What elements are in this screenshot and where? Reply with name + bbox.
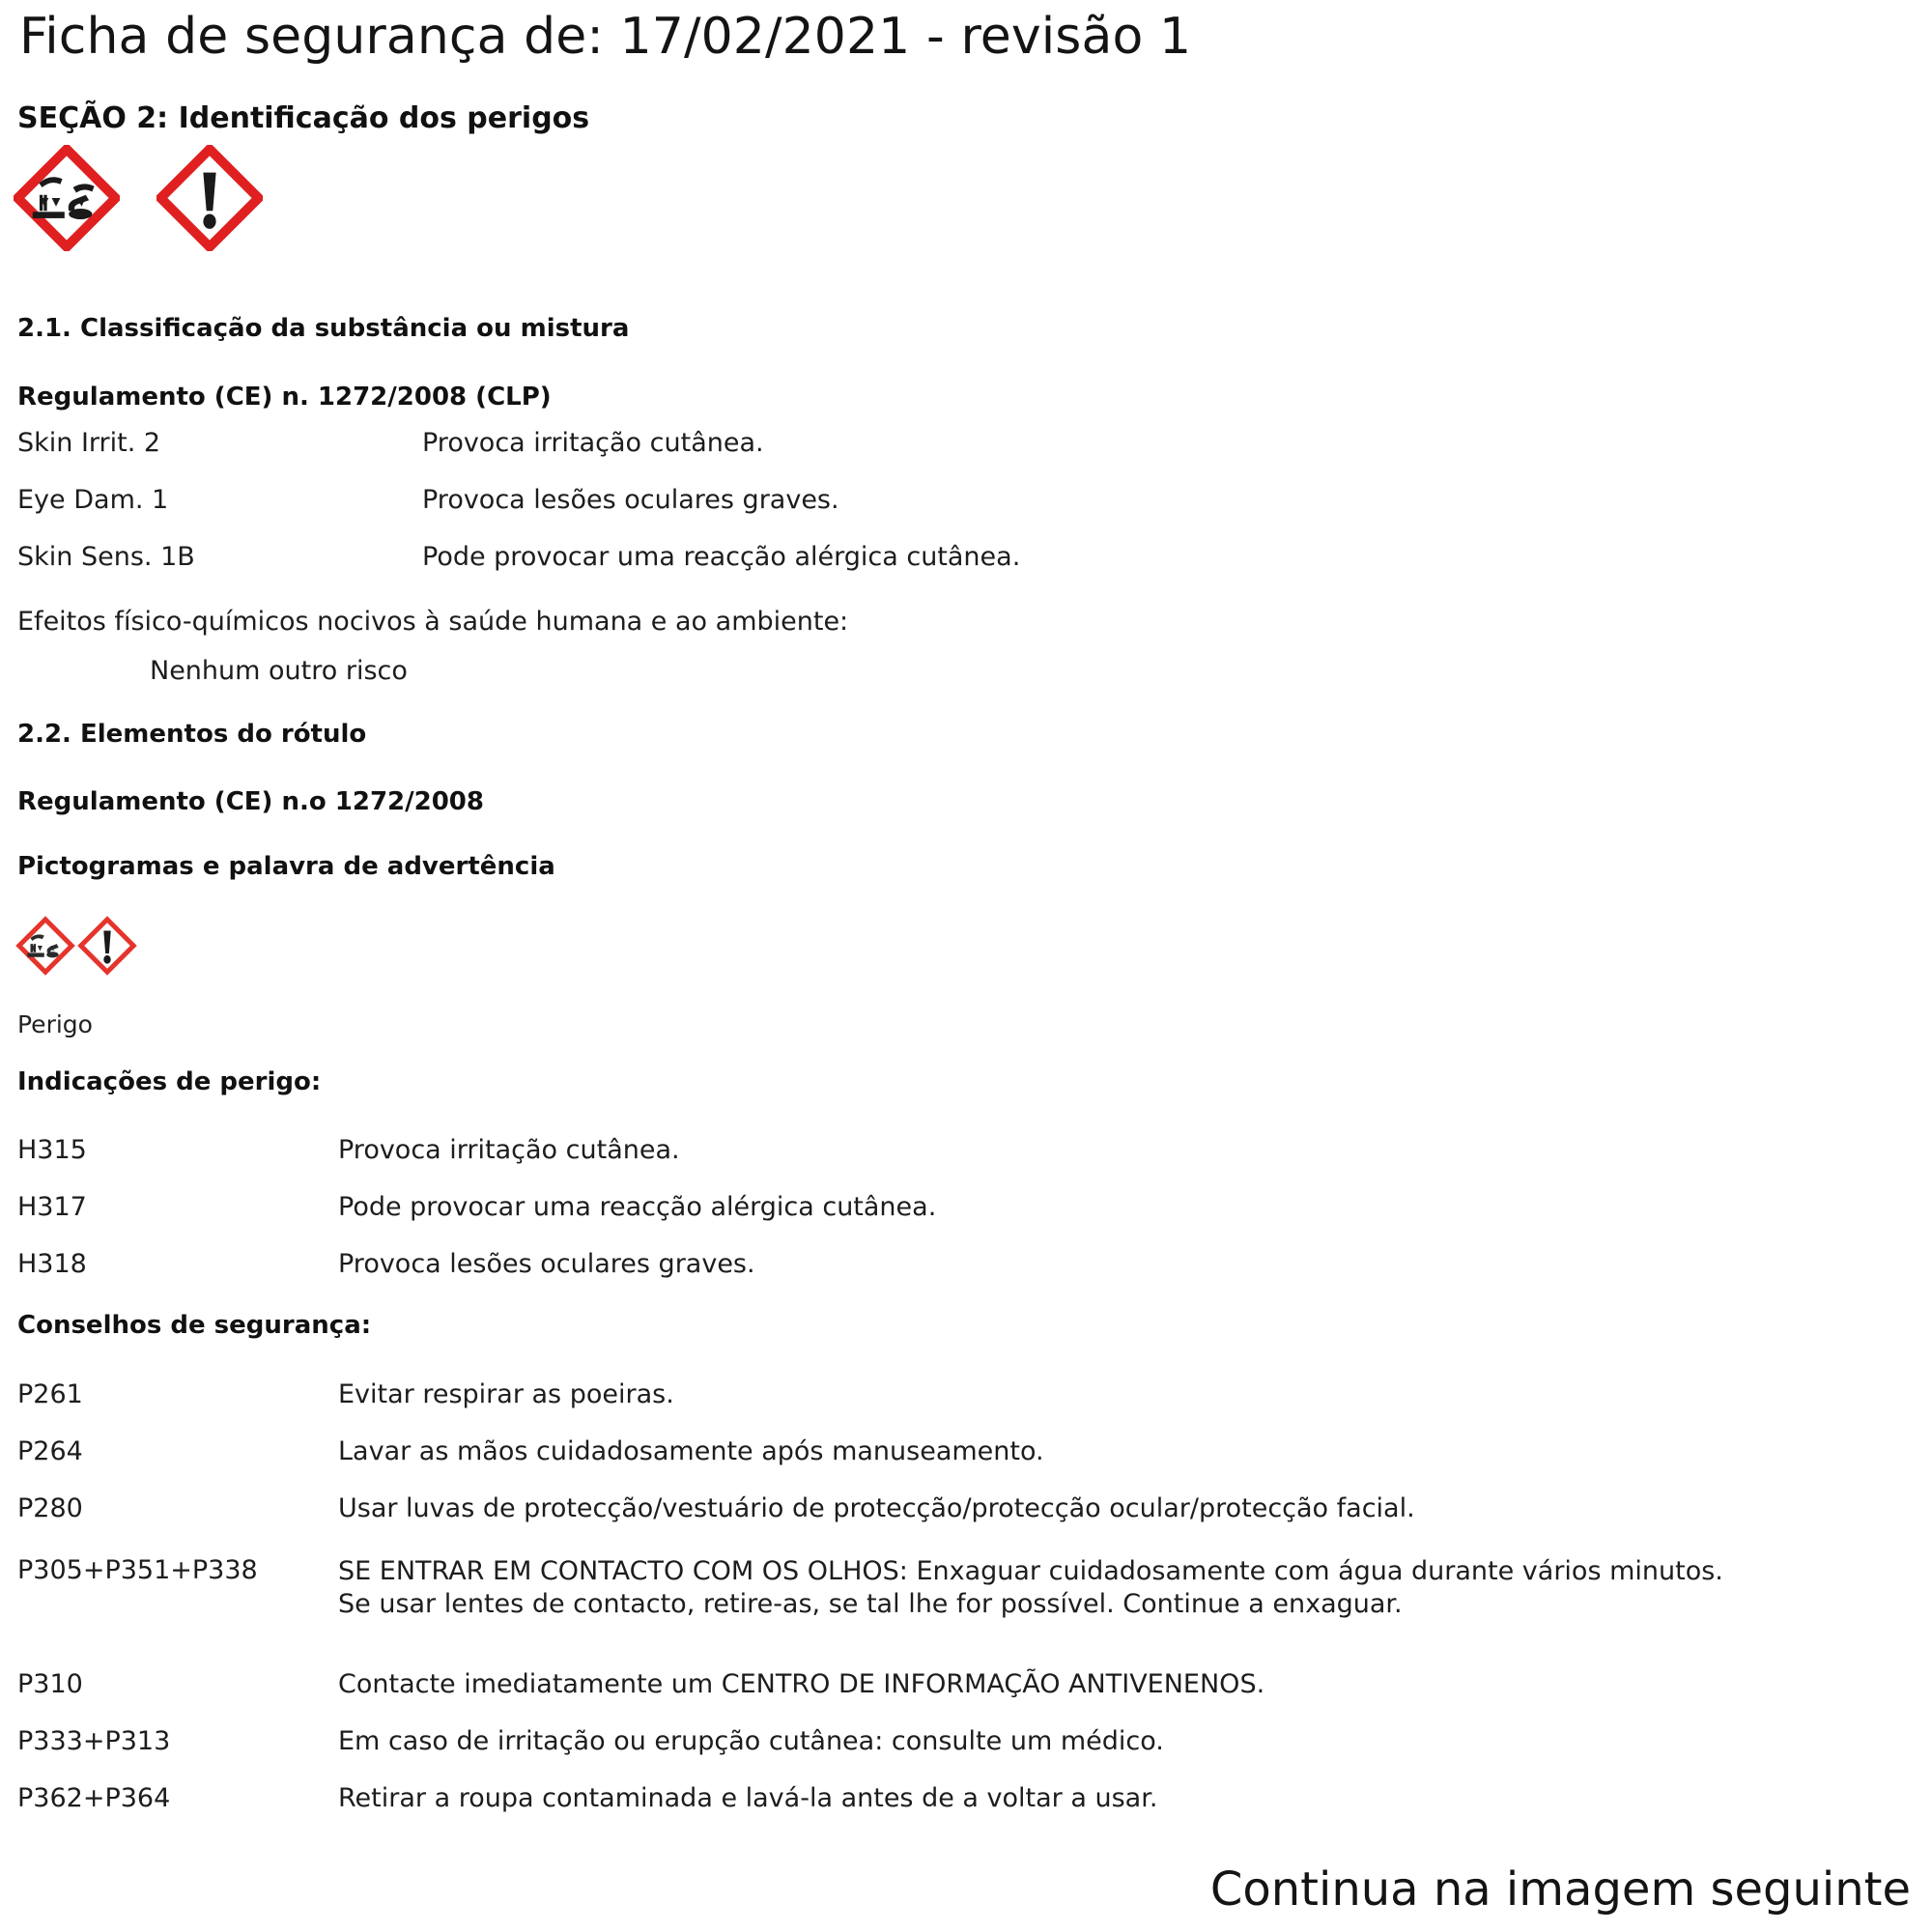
precaution-text: Lavar as mãos cuidadosamente após manuseamento. [338, 1436, 1044, 1466]
hazard-statements-heading: Indicações de perigo: [17, 1067, 322, 1096]
hazard-code: H317 [17, 1192, 87, 1222]
pictogram-row-top [14, 145, 263, 251]
ghs07-exclamation-icon [77, 916, 137, 976]
hazard-code: H315 [17, 1135, 87, 1165]
section-heading: SEÇÃO 2: Identificação dos perigos [17, 101, 590, 135]
physicochemical-effects-label: Efeitos físico-químicos nocivos à saúde humana e ao ambiente: [17, 607, 849, 637]
subsection-2-2-heading: 2.2. Elementos do rótulo [17, 720, 367, 749]
classification-code: Skin Irrit. 2 [17, 428, 161, 458]
classification-text: Provoca lesões oculares graves. [422, 485, 839, 515]
precautionary-statement-row [17, 1669, 1920, 1699]
precaution-code: P305+P351+P338 [17, 1555, 258, 1585]
classification-text: Provoca irritação cutânea. [422, 428, 764, 458]
ghs07-exclamation-icon [156, 145, 263, 251]
precaution-code: P362+P364 [17, 1783, 171, 1813]
precautionary-statement-row [17, 1379, 1920, 1409]
precaution-code: P261 [17, 1379, 83, 1409]
ghs05-corrosion-icon [15, 916, 75, 976]
precaution-text: Retirar a roupa contaminada e lavá-la antes de a voltar a usar. [338, 1783, 1158, 1813]
classification-code: Skin Sens. 1B [17, 542, 195, 572]
signal-word: Perigo [17, 1010, 93, 1038]
precaution-text: Contacte imediatamente um CENTRO DE INFORMAÇÃO ANTIVENENOS. [338, 1669, 1265, 1699]
hazard-statement-row [17, 1135, 1920, 1165]
hazard-statement-row [17, 1249, 1920, 1279]
hazard-statement-row [17, 1192, 1920, 1222]
regulation-heading-label: Regulamento (CE) n.o 1272/2008 [17, 787, 484, 816]
precautionary-statements-heading: Conselhos de segurança: [17, 1311, 372, 1340]
precautionary-statement-row [17, 1436, 1920, 1466]
precaution-text: Usar luvas de protecção/vestuário de protecção/protecção ocular/protecção facial. [338, 1493, 1415, 1523]
hazard-text: Provoca lesões oculares graves. [338, 1249, 755, 1279]
pictogram-row-label [15, 916, 137, 976]
precaution-code: P264 [17, 1436, 83, 1466]
classification-row [17, 542, 1911, 572]
page-title: Ficha de segurança de: 17/02/2021 - revisão 1 [19, 8, 1192, 66]
classification-row [17, 485, 1911, 515]
precaution-code: P280 [17, 1493, 83, 1523]
precautionary-statement-row [17, 1493, 1920, 1523]
precaution-code: P310 [17, 1669, 83, 1699]
hazard-text: Provoca irritação cutânea. [338, 1135, 680, 1165]
classification-code: Eye Dam. 1 [17, 485, 169, 515]
pictograms-signalword-heading: Pictogramas e palavra de advertência [17, 852, 555, 881]
hazard-text: Pode provocar uma reacção alérgica cutânea. [338, 1192, 937, 1222]
physicochemical-effects-value: Nenhum outro risco [150, 656, 408, 686]
precautionary-statement-row [17, 1555, 1920, 1621]
precautionary-statement-row [17, 1783, 1920, 1813]
precaution-text: SE ENTRAR EM CONTACTO COM OS OLHOS: Enxaguar cuidadosamente com água durante vários minutos. Se usar lentes de contacto, retire-as, se tal lhe for possível. Continue a enxaguar. [338, 1556, 1723, 1620]
hazard-code: H318 [17, 1249, 87, 1279]
precaution-text: Evitar respirar as poeiras. [338, 1379, 674, 1409]
ghs05-corrosion-icon [14, 145, 120, 251]
precaution-code: P333+P313 [17, 1726, 171, 1756]
precaution-text: Em caso de irritação ou erupção cutânea: consulte um médico. [338, 1726, 1164, 1756]
classification-row [17, 428, 1911, 458]
continuation-note: Continua na imagem seguinte [1209, 1862, 1911, 1917]
subsection-2-1-heading: 2.1. Classificação da substância ou mistura [17, 314, 630, 343]
regulation-heading-clp: Regulamento (CE) n. 1272/2008 (CLP) [17, 383, 552, 412]
classification-text: Pode provocar uma reacção alérgica cutânea. [422, 542, 1021, 572]
precautionary-statement-row [17, 1726, 1920, 1756]
